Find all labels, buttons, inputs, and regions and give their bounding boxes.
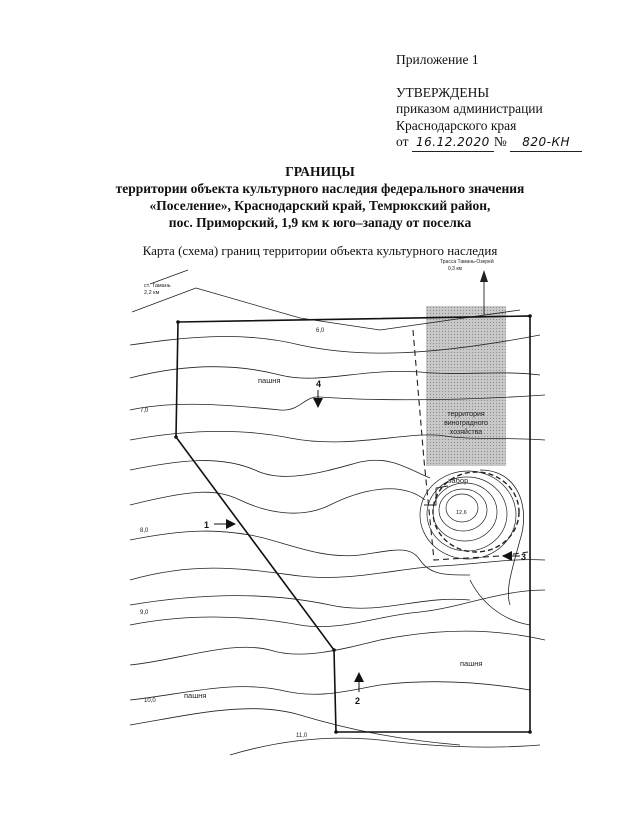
title-line-2: территории объекта культурного наследия федерального значения bbox=[115, 181, 525, 196]
approved-label: УТВЕРЖДЕНЫ bbox=[396, 85, 490, 100]
viewpoint-4-label: 4 bbox=[316, 379, 322, 389]
map-caption: Карта (схема) границ территории объекта культурного наследия bbox=[142, 243, 498, 258]
field-label-2: пашня bbox=[460, 659, 483, 668]
viewpoint-4 bbox=[313, 390, 323, 408]
direction-line-left bbox=[150, 270, 188, 284]
field-label-1: пашня bbox=[258, 376, 281, 385]
elevation-10: 10,0 bbox=[144, 698, 156, 704]
viewpoint-3 bbox=[502, 551, 520, 561]
vineyard-label-3: хозяйства bbox=[449, 429, 483, 436]
elevation-11: 11,0 bbox=[296, 733, 308, 739]
elevation-9: 9,0 bbox=[140, 610, 149, 616]
direction-top-label-1: Трасса Тамань-Озерей bbox=[440, 259, 494, 265]
document-title: ГРАНИЦЫ bbox=[285, 164, 355, 179]
vineyard-label-2: виноградного bbox=[444, 420, 488, 427]
fence-boundary bbox=[433, 472, 519, 552]
vineyard-label-1: территория bbox=[447, 411, 485, 418]
elevation-8: 8,0 bbox=[140, 528, 149, 534]
elevation-7: 7,0 bbox=[140, 408, 149, 414]
elevation-peak: 12,6 bbox=[456, 510, 467, 516]
order-number: 820-КН bbox=[510, 134, 582, 152]
viewpoint-1-label: 1 bbox=[204, 520, 210, 530]
direction-top-label-2: 0,3 км bbox=[448, 266, 462, 272]
field-label-3: пашня bbox=[184, 691, 207, 700]
elevation-6: 6,0 bbox=[316, 328, 325, 334]
date-prefix: от bbox=[396, 134, 409, 149]
order-date: 16.12.2020 bbox=[412, 134, 494, 152]
viewpoint-3-label: 3 bbox=[521, 552, 527, 562]
title-line-3: «Поселение», Краснодарский край, Темрюкский район, bbox=[149, 198, 491, 213]
viewpoint-2-label: 2 bbox=[355, 696, 361, 706]
vineyard-area bbox=[426, 306, 506, 466]
order-line-1: приказом администрации bbox=[396, 101, 543, 116]
viewpoint-2 bbox=[354, 672, 364, 692]
title-line-4: пос. Приморский, 1,9 км к юго–западу от поселка bbox=[168, 215, 472, 230]
fence-label: забор bbox=[448, 476, 469, 485]
order-line-2: Краснодарского края bbox=[396, 118, 517, 133]
road-line bbox=[132, 288, 196, 312]
direction-left-label-1: ст. Тамань bbox=[144, 283, 171, 289]
number-prefix: № bbox=[493, 134, 507, 149]
viewpoint-1 bbox=[214, 519, 236, 529]
fence-line bbox=[424, 486, 448, 505]
direction-left-label-2: 2,2 км bbox=[144, 290, 160, 296]
appendix-label: Приложение 1 bbox=[396, 52, 479, 67]
